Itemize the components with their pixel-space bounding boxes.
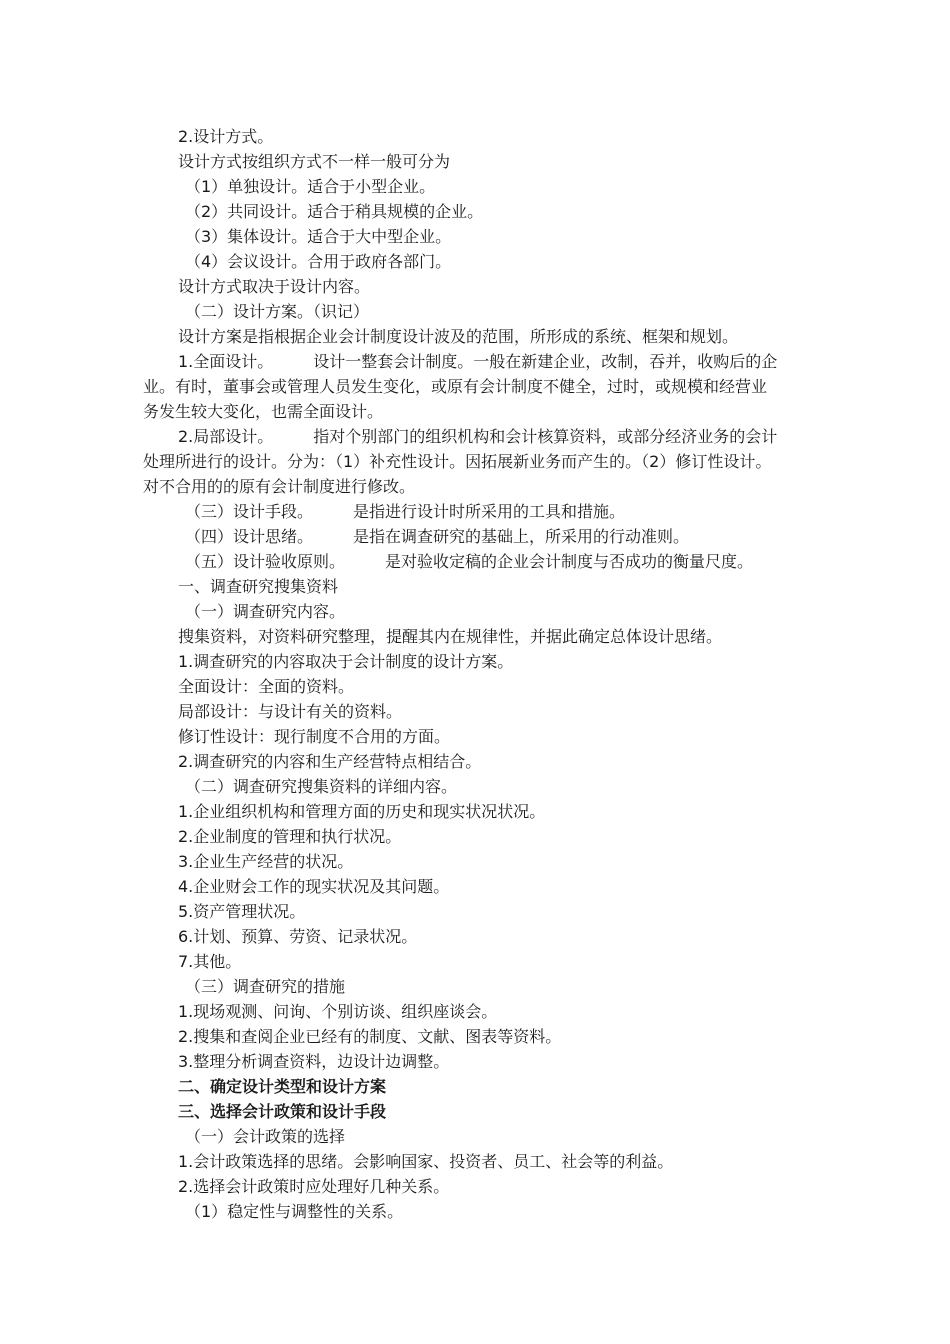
text-line: （1）单独设计。适合于小型企业。 [185, 177, 436, 196]
text-line: 5.资产管理状况。 [178, 902, 306, 921]
text-line: 6.计划、预算、劳资、记录状况。 [178, 927, 418, 946]
text-line: 全面设计：全面的资料。 [178, 677, 355, 696]
text-line: 2.搜集和查阅企业已经有的制度、文献、图表等资料。 [178, 1027, 562, 1046]
text-line: 2.选择会计政策时应处理好几种关系。 [178, 1177, 450, 1196]
text-line: 4.企业财会工作的现实状况及其问题。 [178, 877, 450, 896]
text-line: 2.设计方式。 [178, 127, 274, 146]
definition-line: （四）设计思绪。 是指在调查研究的基础上，所采用的行动准则。 [185, 527, 690, 546]
text-line: 7.其他。 [178, 952, 242, 971]
text-line: 1.现场观测、问询、个别访谈、组织座谈会。 [178, 1002, 498, 1021]
paragraph-label: 2.局部设计。 [178, 427, 274, 446]
text-line: 1.调查研究的内容取决于会计制度的设计方案。 [178, 652, 514, 671]
text-line: 设计方式按组织方式不一样一般可分为 [178, 152, 451, 171]
paragraph-partial-design-line1: 2.局部设计。 指对个别部门的组织机构和会计核算资料，或部分经济业务的会计 [178, 427, 778, 446]
definition-line: （三）设计手段。 是指进行设计时所采用的工具和措施。 [185, 502, 626, 521]
text-line: （3）集体设计。适合于大中型企业。 [185, 227, 452, 246]
text-line: 1.会计政策选择的思绪。会影响国家、投资者、员工、社会等的利益。 [178, 1152, 674, 1171]
paragraph-label: 1.全面设计。 [178, 352, 274, 371]
text-line: 设计方案是指根据企业会计制度设计波及的范围，所形成的系统、框架和规划。 [178, 327, 739, 346]
text-line: 1.企业组织机构和管理方面的历史和现实状况状况。 [178, 802, 546, 821]
text-line: 2.企业制度的管理和执行状况。 [178, 827, 402, 846]
section-heading: 一、调查研究搜集资料 [178, 577, 339, 596]
paragraph-full-design-line3: 务发生较大变化，也需全面设计。 [143, 402, 384, 421]
document-body [143, 124, 823, 1224]
definition-line: （五）设计验收原则。 是对验收定稿的企业会计制度与否成功的衡量尺度。 [185, 552, 754, 571]
text-line: （1）稳定性与调整性的关系。 [185, 1202, 404, 1221]
text-line: （2）共同设计。适合于稍具规模的企业。 [185, 202, 484, 221]
paragraph-partial-design-line2: 处理所进行的设计。分为：（1）补充性设计。因拓展新业务而产生的。（2）修订性设计。 [143, 452, 772, 471]
text-line: 2.调查研究的内容和生产经营特点相结合。 [178, 752, 482, 771]
text-line: （三）调查研究的措施 [185, 977, 346, 996]
text-line: 3.整理分析调查资料，边设计边调整。 [178, 1052, 450, 1071]
text-line: 设计方式取决于设计内容。 [178, 277, 371, 296]
text-line: （一）调查研究内容。 [185, 602, 346, 621]
text-line: 搜集资料，对资料研究整理，提醒其内在规律性，并据此确定总体设计思绪。 [178, 627, 723, 646]
text-line: 3.企业生产经营的状况。 [178, 852, 354, 871]
section-heading-bold: 二、确定设计类型和设计方案 [178, 1077, 387, 1096]
section-heading-bold: 三、选择会计政策和设计手段 [178, 1102, 387, 1121]
text-line: 修订性设计：现行制度不合用的方面。 [178, 727, 451, 746]
text-line: （4）会议设计。合用于政府各部门。 [185, 252, 452, 271]
text-line: 局部设计：与设计有关的资料。 [178, 702, 403, 721]
text-line: （一）会计政策的选择 [185, 1127, 346, 1146]
paragraph-partial-design-line3: 对不合用的的原有会计制度进行修改。 [143, 477, 416, 496]
text-line: （二）设计方案。（识记） [185, 302, 370, 321]
text-line: （二）调查研究搜集资料的详细内容。 [185, 777, 458, 796]
paragraph-full-design-line2: 业。有时，董事会或管理人员发生变化，或原有会计制度不健全，过时，或规模和经营业 [143, 377, 768, 396]
paragraph-full-design-line1: 1.全面设计。 设计一整套会计制度。一般在新建企业，改制，吞并，收购后的企 [178, 352, 778, 371]
